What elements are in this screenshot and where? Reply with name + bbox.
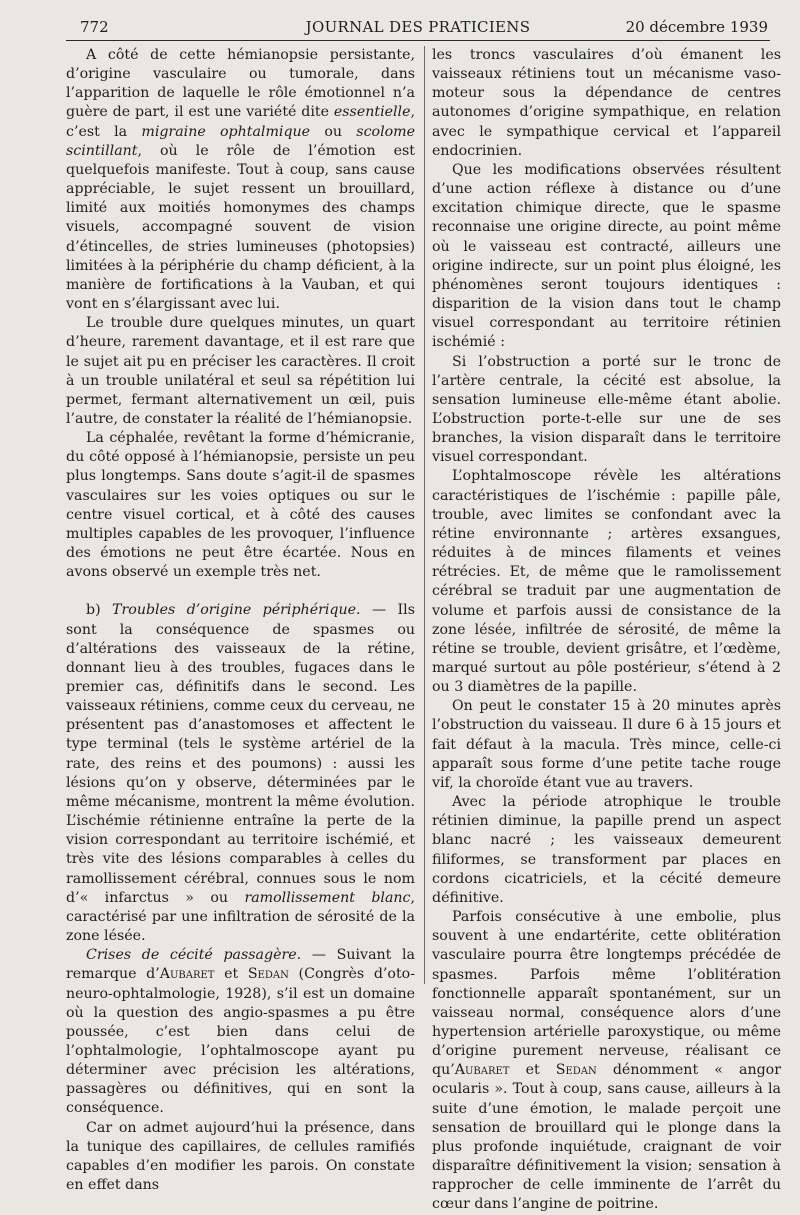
paragraph-obstruction [432, 353, 781, 468]
text-run: ramollissement blanc [244, 889, 411, 906]
text-run: Sedan [555, 1062, 597, 1079]
text-run: Sedan [247, 966, 289, 983]
right-column [432, 46, 781, 1215]
text-run: Car on admet aujourd’hui la présence, dans la tunique des capillaires, de cellules ramifiés capables d’en modifier les parois. On constate en effet dans [66, 1119, 415, 1194]
text-run: , caractérisé par une infiltration de sérosité de la zone lésée. [66, 889, 415, 945]
paragraph-cephalee [66, 429, 415, 582]
text-run: Crises de cécité passagère. [86, 947, 302, 964]
paragraph-troncs-vasculaires [432, 46, 781, 161]
paragraph-hemianopsie-essentielle [66, 46, 415, 314]
paragraph-embolie [432, 908, 781, 1215]
page-number: 772 [80, 18, 109, 36]
text-run: — Suivant la remarque d’ [66, 947, 415, 983]
text-run: Le trouble dure quelques minutes, un quart d’heure, rarement davantage, et il est rare que le sujet ait pu en préciser les caractères. Il croit à un trouble unilatéral et seul sa répétition lui permet, fermant alternativement un œil, puis l’autre, de constater la réalité de l’hémianopsie. [66, 315, 415, 427]
text-run: On peut le constater 15 à 20 minutes après l’obstruction du vaisseau. Il dure 6 à 15 jours et fait défaut à la macula. Très mince, celle-ci apparaît sous forme d’une petite tache rouge vif, la choroïde étant vue au travers. [432, 698, 781, 791]
text-run: Parfois consécutive à une embolie, plus souvent à une endartérite, cette oblitération vasculaire pourra être longtemps précédée de spasmes. Parfois même l’oblitération fonctionnelle apparaît spontanément, sur un vaisseau normal, conséquence alors d’une hypertension artérielle paroxystique, ou même d’origine purement nerveuse, réalisant ce qu’ [432, 909, 781, 1079]
issue-date: 20 décembre 1939 [625, 18, 768, 36]
paragraph-constater [432, 697, 781, 793]
text-run: — Ils sont la conséquence de spasmes ou d’altérations des vaisseaux de la rétine, donnant lieu à des troubles, fugaces dans le premier cas, définitifs dans le second. Les vaisseaux rétiniens, comme ceux du cerveau, ne présentent pas d’anastomoses et affectent le type terminal (tels le système artériel de la rate, des reins et des poumons) : aussi les lésions qu’on y observe, déterminées par le même mécanisme, montrent la même évolution. L’ischémie rétinienne entraîne la perte de la vision correspondant au territoire ischémié, et très vite des lésions comparables à celles du ramollissement cérébral, connues sous le nom d’« infarctus » ou [66, 602, 415, 906]
text-run: Troubles d’origine périphérique. [112, 602, 361, 619]
text-run: , où le rôle de l’émotion est quelquefois manifeste. Tout à coup, sans cause appréciable, le sujet ressent un brouillard, limité aux moitiés homonymes des champs visuels, accompagné souvent de vision d’étincelles, de stries lumineuses (photopsies) limitées à la périphérie du champ déficient, à la manière de fortifications à la Vauban, et qui vont en s’élargissant avec lui. [66, 142, 415, 313]
text-run: Aubaret [159, 966, 215, 983]
running-header [66, 10, 770, 41]
paragraph-capillaires [66, 1119, 415, 1196]
text-run: Avec la période atrophique le trouble rétinien diminue, la papille prend un aspect blanc nacré ; les vaisseaux demeurent filiformes, se transforment par places en cordons cicatriciels, et la cécité demeure définitive. [432, 794, 781, 906]
text-run: Si l’obstruction a porté sur le tronc de l’artère centrale, la cécité est absolue, la sensation lumineuse elle-même étant abolie. L’obstruction porte-t-elle sur une de ses branches, la vision disparaît dans le territoire visuel correspondant. [432, 353, 781, 466]
text-run: les troncs vasculaires d’où émanent les vaisseaux rétiniens tout un mécanisme vaso-moteur sous la dépendance de centres autonomes d’origine sympathique, en relation avec le sympathique cervical et l’appareil endocrinien. [432, 47, 781, 159]
paragraph-crises-cecite [66, 946, 415, 1118]
paragraph-periode-atrophique [432, 793, 781, 908]
text-run: (Congrès d’oto-neuro-ophtalmologie, 1928), s’il est un domaine où la question des angio-spasmes a pu être poussée, c’est bien dans celui de l’ophtalmologie, l’ophtalmoscope ayant pu déterminer avec précision les altérations, passagères ou définitives, qui en sont la conséquence. [66, 966, 415, 1117]
paragraph-modifications [432, 161, 781, 353]
text-run: et [509, 1062, 556, 1079]
text-run: A côté de cette hémianopsie persistante, d’origine vasculaire ou tumorale, dans l’apparition de laquelle le rôle émotionnel n’a guère de part, il est une variété dite [66, 47, 415, 121]
text-run: L’ophtalmoscope révèle les altérations caractéristiques de l’ischémie : papille pâle, trouble, avec limites se confondant avec la rétine environnante ; artères exsangues, réduites à de minces filaments et veines rétrécies. Et, de même que le ramolissement cérébral se traduit par une augmentation de volume et parfois aussi de consistance de la zone lésée, infiltrée de sérosité, de même la rétine se trouble, devient grisâtre, et l’œdème, marqué surtout au pôle postérieur, s’étend à 2 ou 3 diamètres de la papille. [432, 468, 781, 696]
text-run: et [214, 966, 248, 983]
text-run: Aubaret [454, 1062, 510, 1079]
text-run: migraine ophtalmique [141, 123, 311, 140]
paragraph-ophtalmoscope [432, 467, 781, 697]
text-run: La céphalée, revêtant la forme d’hémicranie, du côté opposé à l’hémianopsie, persiste un peu plus longtemps. Sans doute s’agit-il de spasmes vasculaires sur les voies optiques ou sur le centre visuel cortical, et à côté des causes multiples capables de les provoquer, l’influence des émotions ne peut être écartée. Nous en avons observé un exemple très net. [66, 430, 415, 581]
text-run: dénomment « angor ocularis ». Tout à coup, sans cause, ailleurs à la suite d’une émotion, le malade perçoit une sensation de brouillard qui le plonge dans la plus profonde inquiétude, craignant de voir disparaître définitivement la vision; sensation à rapprocher de celle imminente de l’arrêt du cœur dans l’angine de poitrine. [432, 1062, 781, 1213]
text-run: Que les modifications observées résultent d’une action réflexe à distance ou d’une excitation chimique directe, que le spasme reconnaise une origine directe, au point même où le vaisseau est contracté, ailleurs une origine indirecte, sur un point plus éloigné, les phénomènes seront toujours identiques : disparition de la vision dans tout le champ visuel correspondant au territoire rétinien ischémié : [432, 161, 781, 351]
paragraph-duree-trouble [66, 314, 415, 429]
text-run: scolome scintillant [66, 123, 415, 159]
left-column [66, 46, 415, 1195]
text-run: ou [310, 123, 357, 140]
text-run: b) [86, 602, 113, 619]
journal-title: JOURNAL DES PRATICIENS [305, 18, 531, 36]
paragraph-troubles-peripheriques [66, 601, 415, 946]
text-run: , c’est la [66, 104, 415, 140]
text-run: essentielle [333, 104, 411, 121]
column-divider [424, 46, 425, 984]
